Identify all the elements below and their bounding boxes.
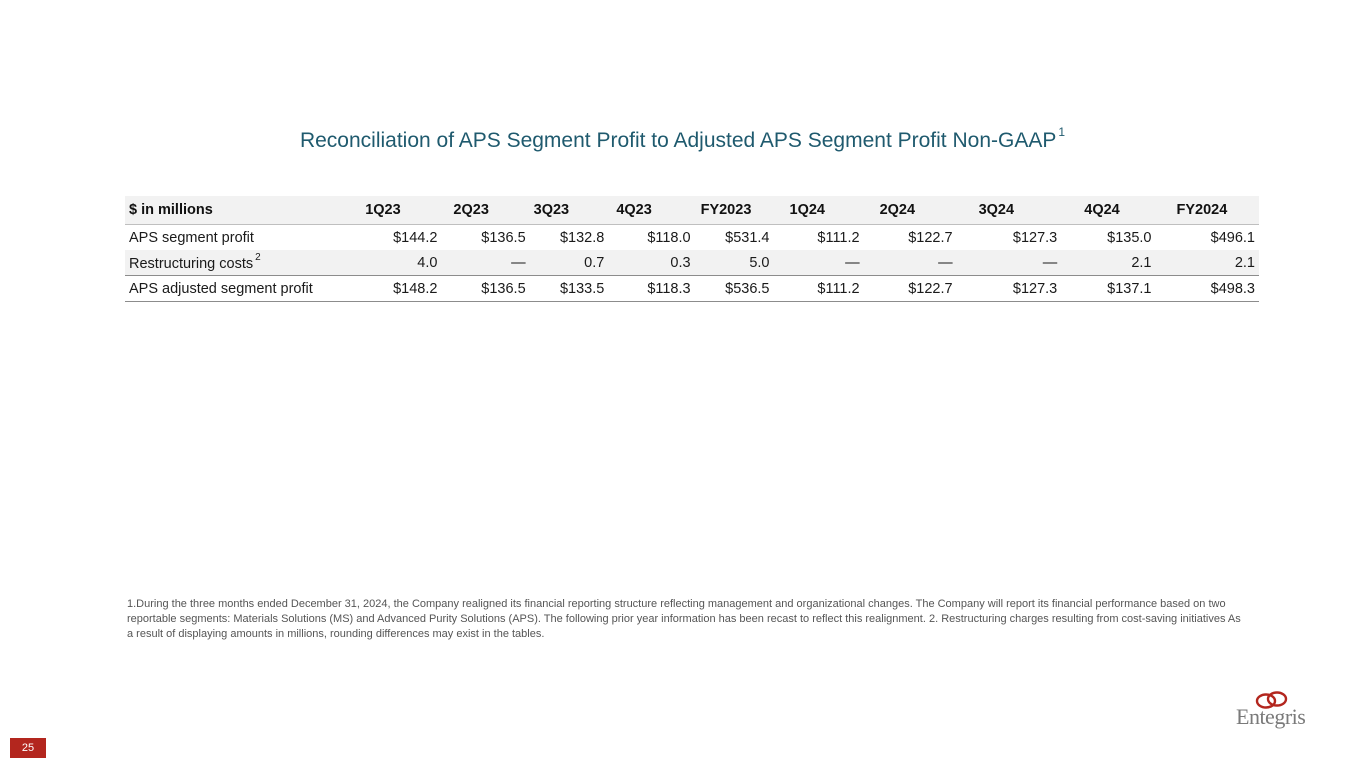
header-3q24: 3Q24 (957, 196, 1062, 225)
table-cell: — (864, 250, 957, 276)
header-4q23: 4Q23 (608, 196, 694, 225)
table-cell: $133.5 (530, 276, 609, 302)
table-cell: $531.4 (725, 229, 770, 246)
page-number: 25 (21, 742, 35, 754)
header-4q24: 4Q24 (1061, 196, 1155, 225)
header-fy2024: FY2024 (1155, 196, 1259, 225)
table-cell: — (957, 250, 1062, 276)
table-cell: $136.5 (441, 276, 529, 302)
table-header-row (125, 196, 1259, 225)
table-cell: 0.7 (530, 250, 609, 276)
table-cell: $122.7 (908, 229, 953, 246)
title-footnote-marker: 1 (1058, 125, 1066, 139)
table-cell: 0.3 (608, 250, 694, 276)
header-1q24: 1Q24 (774, 196, 864, 225)
table-cell: $122.7 (864, 276, 957, 302)
page-title (0, 125, 1365, 153)
reconciliation-table (125, 196, 1259, 302)
table-cell: $137.1 (1061, 276, 1155, 302)
table-cell: $136.5 (481, 229, 526, 246)
table-cell: $135.0 (1107, 229, 1152, 246)
row-label (125, 250, 353, 276)
row-footnote-marker: 2 (255, 251, 261, 263)
table-cell: $498.3 (1155, 276, 1259, 302)
header-2q24: 2Q24 (864, 196, 957, 225)
table-cell: $148.2 (353, 276, 441, 302)
table-cell: — (774, 250, 864, 276)
table-row-total (125, 276, 1259, 302)
row-label: APS segment profit (129, 229, 254, 246)
entegris-logo (1236, 690, 1322, 738)
table-cell: $127.3 (1012, 229, 1058, 246)
table-cell: 4.0 (353, 250, 441, 276)
page-number-badge (10, 738, 46, 758)
header-3q23: 3Q23 (530, 196, 609, 225)
row-label: APS adjusted segment profit (125, 276, 353, 302)
logo-wordmark: Entegris (1236, 704, 1306, 729)
table-cell: $111.2 (774, 276, 864, 302)
table-cell: 2.1 (1155, 250, 1259, 276)
table-cell: $536.5 (695, 276, 774, 302)
header-fy2023: FY2023 (695, 196, 774, 225)
table-cell: $118.3 (608, 276, 694, 302)
header-2q23: 2Q23 (441, 196, 529, 225)
table-cell: $144.2 (393, 229, 438, 246)
page-title-text: Reconciliation of APS Segment Profit to Adjusted APS Segment Profit Non-GAAP (299, 129, 1057, 152)
table-cell: — (441, 250, 529, 276)
table-cell: 5.0 (695, 250, 774, 276)
table-cell: $496.1 (1210, 229, 1255, 246)
table-cell: $118.0 (647, 229, 691, 246)
table-row (125, 250, 1259, 276)
footnote: 1.During the three months ended December 31, 2024, the Company realigned its financial reporting structure reflecting management and organizational changes. The Company will report its financial performance based on two reportable segments: Materials Solutions (MS) and Advanced Purity Solutions (APS). The following prior year information has been recast to reflect this realignment. 2. Restructuring charges resulting from cost-saving initiatives As a result of displaying amounts in millions, rounding differences may exist in the tables. (127, 598, 1241, 640)
header-1q23: 1Q23 (353, 196, 441, 225)
table-cell: $132.8 (559, 229, 605, 246)
table-cell: $127.3 (957, 276, 1062, 302)
table-row (125, 225, 1259, 251)
header-label: $ in millions (125, 196, 353, 225)
table-cell: $111.2 (817, 229, 860, 246)
row-label-text: Restructuring costs (129, 255, 254, 272)
table-cell: 2.1 (1061, 250, 1155, 276)
